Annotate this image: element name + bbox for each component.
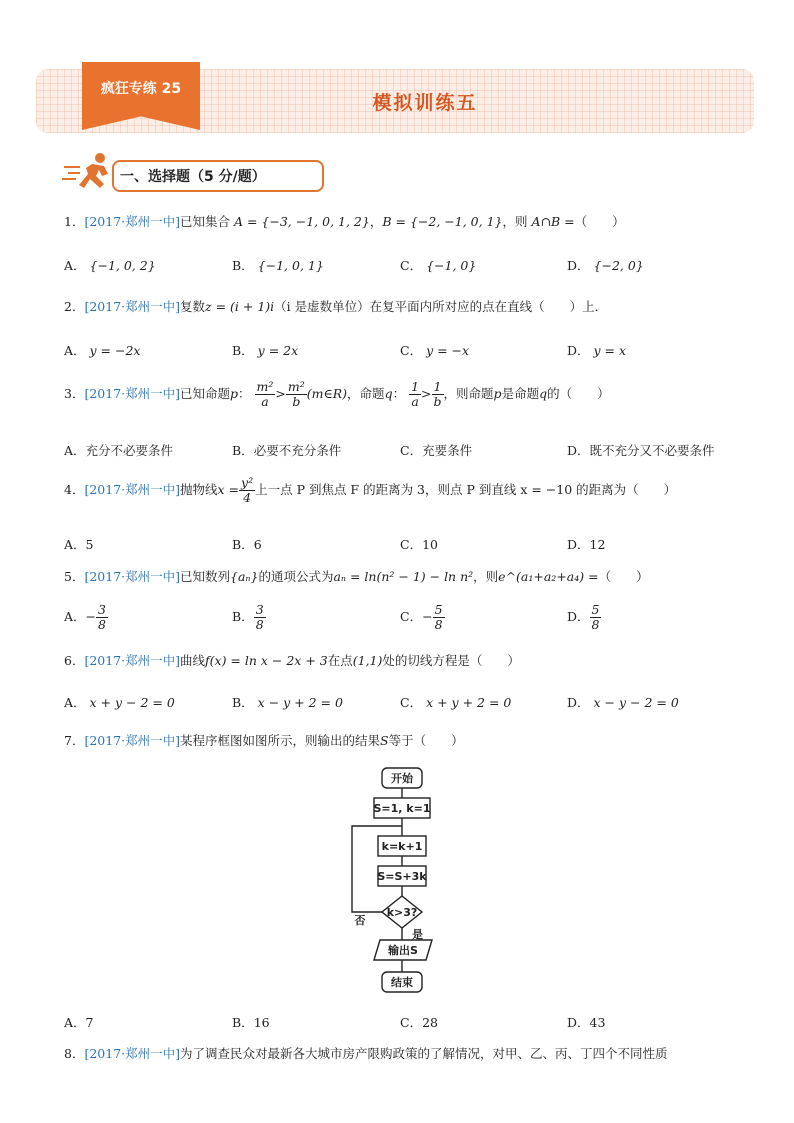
question-8: 8．[2017·郑州一中]为了调查民众对最新各大城市房产限购政策的了解情况，对甲、乙、丙、丁四个不同性质 <box>64 1046 668 1061</box>
option-a: A．− $\frac{3}{8}$ <box>64 602 106 632</box>
option-b: B．必要不充分条件 <box>232 443 342 458</box>
flowchart-end: 结束 <box>391 976 413 989</box>
option-a: A． {−1, 0, 2} <box>64 258 156 273</box>
option-b: B． y = 2x <box>232 343 299 358</box>
question-source: [2017·郑州一中] <box>84 482 180 497</box>
option-d: D． $\frac{5}{8}$ <box>567 602 600 632</box>
option-d: D．43 <box>567 1015 606 1030</box>
question-source: [2017·郑州一中] <box>84 569 180 584</box>
option-a: A． x + y − 2 = 0 <box>64 695 175 710</box>
option-d: D．既不充分又不必要条件 <box>567 443 715 458</box>
flowchart-start-text: 开始 <box>391 772 413 785</box>
question-source: [2017·郑州一中] <box>84 214 180 229</box>
option-a: A．5 <box>64 537 94 552</box>
page-title: 模拟训练五 <box>372 92 478 114</box>
option-d: D． {−2, 0} <box>567 258 644 273</box>
option-d: D． y = x <box>567 343 627 358</box>
option-b: B． x − y + 2 = 0 <box>232 695 343 710</box>
series-label: 疯狂专练 25 <box>100 81 182 97</box>
flowchart-condition: k>3? <box>386 906 418 919</box>
program-flowchart <box>346 764 466 1002</box>
flowchart-init: S=1, k=1 <box>373 802 431 815</box>
option-d: D．12 <box>567 537 606 552</box>
question-source: [2017·郑州一中] <box>84 1046 180 1061</box>
option-c: C． y = −x <box>400 343 470 358</box>
question-2: 2．[2017·郑州一中]复数z = (i + 1)i（i 是虚数单位）在复平面内所对应的点在直线（ ）上． <box>64 299 608 314</box>
question-7: 7．[2017·郑州一中]某程序框图如图所示，则输出的结果S等于（ ） <box>64 733 464 748</box>
option-c: C．− $\frac{5}{8}$ <box>400 602 443 632</box>
option-c: C． {−1, 0} <box>400 258 477 273</box>
question-1: 1．[2017·郑州一中]已知集合 A = {−3, −1, 0, 1, 2}，B = {−2, −1, 0, 1}，则 A∩B =（ ） <box>64 214 625 229</box>
flowchart-step1: k=k+1 <box>381 840 423 853</box>
question-source: [2017·郑州一中] <box>84 299 180 314</box>
flowchart-output: 输出S <box>388 944 418 957</box>
option-c: C． x + y + 2 = 0 <box>400 695 512 710</box>
flowchart-no-label: 否 <box>354 914 366 927</box>
option-b: B． {−1, 0, 1} <box>232 258 324 273</box>
section-heading: 一、选择题（5 分/题） <box>120 169 266 185</box>
option-a: A．7 <box>64 1015 94 1030</box>
option-b: B．16 <box>232 1015 270 1030</box>
question-source: [2017·郑州一中] <box>84 653 180 668</box>
option-a: A．充分不必要条件 <box>64 443 174 458</box>
option-b: B． $\frac{3}{8}$ <box>232 602 264 632</box>
question-4: 4．[2017·郑州一中]抛物线x = $\frac{\text{y²}}{4}$ 上一点 P 到焦点 F 的距离为 3，则点 P 到直线 x = −10 的距离为（ ） <box>64 475 677 505</box>
option-a: A． y = −2x <box>64 343 141 358</box>
flowchart-yes-label: 是 <box>412 928 423 941</box>
option-c: C．充要条件 <box>400 443 473 458</box>
option-c: C．10 <box>400 537 438 552</box>
option-d: D． x − y − 2 = 0 <box>567 695 679 710</box>
option-c: C．28 <box>400 1015 438 1030</box>
question-5: 5．[2017·郑州一中]已知数列{aₙ}的通项公式为aₙ = ln(n² − 1) − ln n²，则e^(a₁+a₂+a₄) =（ ） <box>64 569 649 584</box>
option-b: B．6 <box>232 537 262 552</box>
question-3: 3．[2017·郑州一中]已知命题p： $\frac{\text{m²}}{a}$ > $\frac{\text{m²}}{b}$ (m∈R)，命题q： $\frac{1}{a}$ > $\frac{1}{b}$ ，则命题p是命题q的（ ） <box>64 379 610 409</box>
question-source: [2017·郑州一中] <box>84 386 180 401</box>
flowchart-step2: S=S+3k <box>377 870 427 883</box>
question-6: 6．[2017·郑州一中]曲线f(x) = ln x − 2x + 3在点(1,1)处的切线方程是（ ） <box>64 653 520 668</box>
question-source: [2017·郑州一中] <box>84 733 180 748</box>
